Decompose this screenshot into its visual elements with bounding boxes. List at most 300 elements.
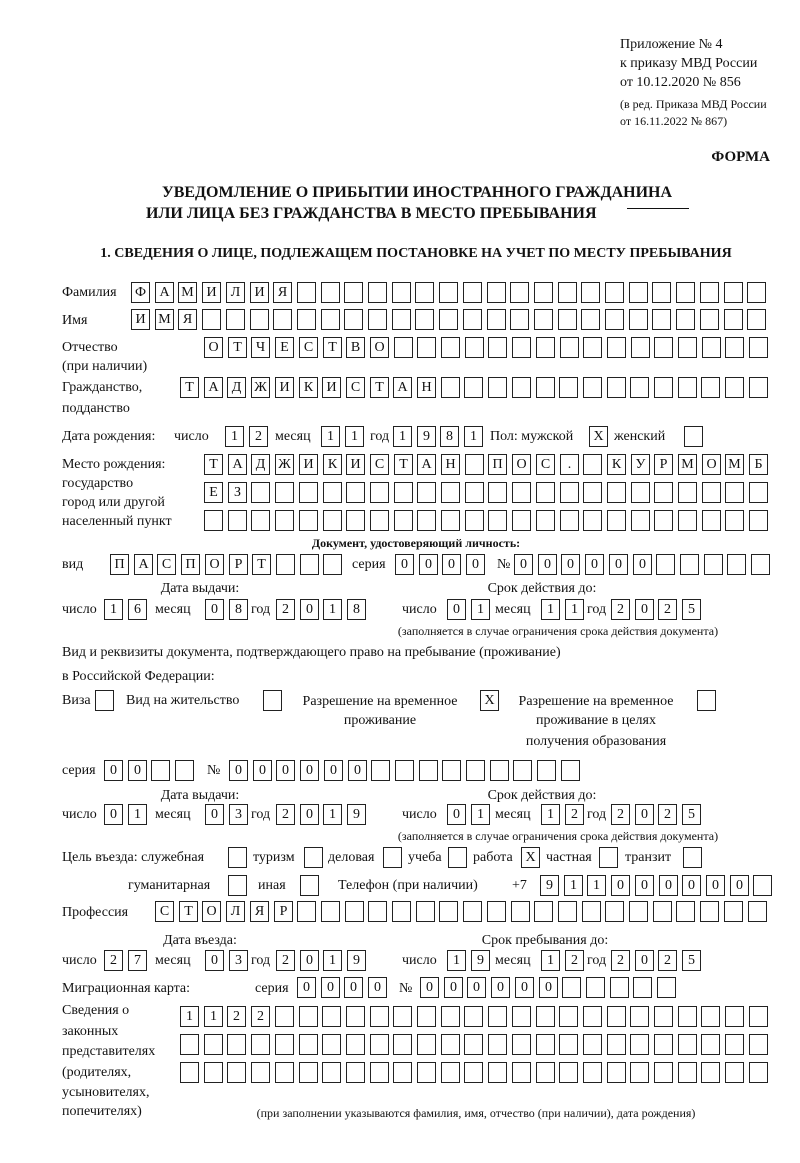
char-box-id-number[interactable]: 0 [561,554,580,575]
checkbox-temp-residence[interactable]: X [480,690,499,711]
char-box-citizenship[interactable] [654,377,673,398]
char-box-rep-row1[interactable]: 2 [251,1006,270,1027]
char-box-stay-until-day[interactable]: 1 [447,950,466,971]
char-box-rep-row1[interactable] [488,1006,507,1027]
char-box-birthplace-row2[interactable] [607,482,626,503]
char-box-name[interactable] [297,309,316,330]
char-box-surname[interactable] [321,282,340,303]
char-box-birthplace-row1[interactable]: Т [394,454,413,475]
char-box-birthplace-row3[interactable] [749,510,768,531]
checkbox-sex-female[interactable] [684,426,703,447]
char-box-name[interactable]: И [131,309,150,330]
char-box-id-kind[interactable]: Р [229,554,248,575]
char-box-mig-number[interactable]: 0 [444,977,463,998]
char-box-birthplace-row1[interactable]: К [607,454,626,475]
char-box-rep-row1[interactable] [583,1006,602,1027]
char-box-name[interactable] [581,309,600,330]
char-box-surname[interactable]: И [202,282,221,303]
char-box-citizenship[interactable]: Н [417,377,436,398]
char-box-id-issue-year[interactable]: 1 [323,599,342,620]
checkbox-residence-permit[interactable] [263,690,282,711]
char-box-birthplace-row3[interactable] [441,510,460,531]
char-box-rep-row1[interactable] [275,1006,294,1027]
char-box-name[interactable] [724,309,743,330]
char-box-id-number[interactable] [680,554,699,575]
char-box-rep-row2[interactable] [488,1034,507,1055]
char-box-surname[interactable] [510,282,529,303]
char-box-rep-row2[interactable] [227,1034,246,1055]
char-box-patronymic[interactable] [631,337,650,358]
char-box-profession[interactable] [700,901,719,922]
char-box-stay-series[interactable]: 0 [128,760,147,781]
char-box-profession[interactable]: Л [226,901,245,922]
char-box-rep-row2[interactable] [464,1034,483,1055]
char-box-surname[interactable] [629,282,648,303]
char-box-rep-row3[interactable] [227,1062,246,1083]
char-box-birthplace-row3[interactable] [323,510,342,531]
char-box-citizenship[interactable]: Т [370,377,389,398]
char-box-birth-year[interactable]: 9 [417,426,436,447]
char-box-birth-year[interactable]: 1 [393,426,412,447]
title-blank-line[interactable] [627,208,689,209]
char-box-birthplace-row3[interactable] [417,510,436,531]
char-box-profession[interactable] [653,901,672,922]
char-box-rep-row3[interactable] [583,1062,602,1083]
char-box-stay-issue-year[interactable]: 0 [300,804,319,825]
char-box-mig-number[interactable] [633,977,652,998]
char-box-stay-number[interactable]: 0 [300,760,319,781]
char-box-patronymic[interactable] [702,337,721,358]
char-box-rep-row1[interactable] [370,1006,389,1027]
char-box-surname[interactable]: А [155,282,174,303]
char-box-rep-row2[interactable] [583,1034,602,1055]
char-box-mig-number[interactable]: 0 [420,977,439,998]
char-box-stay-until-month[interactable]: 2 [565,950,584,971]
char-box-name[interactable] [487,309,506,330]
char-box-rep-row3[interactable] [393,1062,412,1083]
char-box-rep-row1[interactable]: 1 [180,1006,199,1027]
char-box-profession[interactable] [534,901,553,922]
char-box-birthplace-row2[interactable] [441,482,460,503]
char-box-citizenship[interactable] [488,377,507,398]
char-box-phone[interactable]: 0 [659,875,678,896]
char-box-id-kind[interactable]: О [205,554,224,575]
char-box-phone[interactable]: 9 [540,875,559,896]
char-box-birthplace-row1[interactable]: С [370,454,389,475]
char-box-profession[interactable] [582,901,601,922]
char-box-entry-day[interactable]: 2 [104,950,123,971]
char-box-id-kind[interactable] [323,554,342,575]
char-box-patronymic[interactable]: Ч [251,337,270,358]
char-box-patronymic[interactable]: О [204,337,223,358]
char-box-rep-row1[interactable] [630,1006,649,1027]
char-box-mig-series[interactable]: 0 [368,977,387,998]
char-box-rep-row3[interactable] [275,1062,294,1083]
char-box-birthplace-row1[interactable]: С [536,454,555,475]
char-box-rep-row3[interactable] [701,1062,720,1083]
char-box-entry-year[interactable]: 2 [276,950,295,971]
char-box-profession[interactable] [368,901,387,922]
char-box-profession[interactable]: Я [250,901,269,922]
char-box-stay-issue-year[interactable]: 9 [347,804,366,825]
char-box-id-kind[interactable]: П [181,554,200,575]
char-box-birthplace-row2[interactable] [417,482,436,503]
char-box-name[interactable] [676,309,695,330]
char-box-rep-row2[interactable] [536,1034,555,1055]
char-box-entry-year[interactable]: 9 [347,950,366,971]
char-box-stay-number[interactable]: 0 [253,760,272,781]
char-box-birthplace-row1[interactable]: И [346,454,365,475]
char-box-id-number[interactable]: 0 [633,554,652,575]
char-box-rep-row1[interactable] [322,1006,341,1027]
char-box-birthplace-row1[interactable]: И [299,454,318,475]
char-box-entry-month[interactable]: 0 [205,950,224,971]
char-box-patronymic[interactable] [488,337,507,358]
char-box-citizenship[interactable]: Д [227,377,246,398]
char-box-birthplace-row3[interactable] [631,510,650,531]
char-box-rep-row1[interactable]: 2 [227,1006,246,1027]
char-box-profession[interactable]: О [202,901,221,922]
char-box-stay-issue-year[interactable]: 2 [276,804,295,825]
char-box-citizenship[interactable]: Т [180,377,199,398]
char-box-surname[interactable] [439,282,458,303]
char-box-birthplace-row2[interactable] [394,482,413,503]
char-box-id-valid-year[interactable]: 2 [658,599,677,620]
char-box-id-valid-month[interactable]: 1 [565,599,584,620]
char-box-stay-valid-day[interactable]: 1 [471,804,490,825]
char-box-mig-series[interactable]: 0 [344,977,363,998]
checkbox-purpose-study[interactable] [448,847,467,868]
char-box-stay-until-year[interactable]: 2 [658,950,677,971]
char-box-profession[interactable]: С [155,901,174,922]
char-box-stay-until-month[interactable]: 1 [541,950,560,971]
char-box-birthplace-row1[interactable]: . [560,454,579,475]
char-box-name[interactable] [368,309,387,330]
char-box-rep-row2[interactable] [322,1034,341,1055]
char-box-birthplace-row1[interactable] [583,454,602,475]
char-box-name[interactable] [558,309,577,330]
char-box-phone[interactable]: 0 [635,875,654,896]
char-box-citizenship[interactable]: К [299,377,318,398]
char-box-rep-row2[interactable] [275,1034,294,1055]
char-box-birthplace-row1[interactable]: А [228,454,247,475]
char-box-birthplace-row1[interactable]: К [323,454,342,475]
char-box-birth-month[interactable]: 1 [321,426,340,447]
char-box-patronymic[interactable] [749,337,768,358]
char-box-birthplace-row2[interactable] [560,482,579,503]
char-box-id-issue-year[interactable]: 0 [300,599,319,620]
char-box-stay-number[interactable] [561,760,580,781]
char-box-stay-number[interactable] [513,760,532,781]
char-box-profession[interactable] [748,901,767,922]
char-box-phone[interactable]: 0 [706,875,725,896]
char-box-citizenship[interactable] [630,377,649,398]
char-box-patronymic[interactable] [512,337,531,358]
char-box-id-valid-year[interactable]: 2 [611,599,630,620]
char-box-birthplace-row3[interactable] [488,510,507,531]
char-box-stay-number[interactable] [442,760,461,781]
char-box-id-issue-month[interactable]: 0 [205,599,224,620]
char-box-rep-row3[interactable] [536,1062,555,1083]
char-box-rep-row1[interactable] [654,1006,673,1027]
char-box-birthplace-row1[interactable]: М [725,454,744,475]
char-box-birth-day[interactable]: 2 [249,426,268,447]
char-box-stay-number[interactable] [490,760,509,781]
char-box-profession[interactable] [605,901,624,922]
char-box-stay-until-day[interactable]: 9 [471,950,490,971]
checkbox-purpose-business[interactable] [383,847,402,868]
char-box-birthplace-row1[interactable]: М [678,454,697,475]
char-box-birthplace-row3[interactable] [560,510,579,531]
char-box-mig-series[interactable]: 0 [297,977,316,998]
char-box-patronymic[interactable] [583,337,602,358]
char-box-name[interactable] [510,309,529,330]
char-box-stay-until-year[interactable]: 0 [635,950,654,971]
char-box-surname[interactable] [652,282,671,303]
char-box-surname[interactable] [605,282,624,303]
char-box-birthplace-row2[interactable] [631,482,650,503]
char-box-entry-year[interactable]: 0 [300,950,319,971]
char-box-patronymic[interactable] [725,337,744,358]
char-box-patronymic[interactable] [441,337,460,358]
char-box-patronymic[interactable] [394,337,413,358]
char-box-patronymic[interactable] [654,337,673,358]
char-box-stay-number[interactable] [371,760,390,781]
char-box-patronymic[interactable]: Т [323,337,342,358]
char-box-rep-row3[interactable] [251,1062,270,1083]
char-box-name[interactable] [605,309,624,330]
char-box-name[interactable] [652,309,671,330]
char-box-citizenship[interactable] [559,377,578,398]
char-box-profession[interactable] [558,901,577,922]
char-box-id-kind[interactable] [300,554,319,575]
char-box-id-issue-day[interactable]: 1 [104,599,123,620]
char-box-rep-row2[interactable] [417,1034,436,1055]
char-box-birthplace-row2[interactable] [702,482,721,503]
char-box-id-number[interactable] [751,554,770,575]
char-box-name[interactable] [392,309,411,330]
char-box-profession[interactable] [439,901,458,922]
char-box-profession[interactable] [345,901,364,922]
char-box-surname[interactable] [581,282,600,303]
char-box-phone[interactable]: 1 [587,875,606,896]
char-box-mig-number[interactable] [657,977,676,998]
char-box-birth-month[interactable]: 1 [345,426,364,447]
char-box-birthplace-row2[interactable] [654,482,673,503]
char-box-birthplace-row3[interactable] [394,510,413,531]
char-box-name[interactable] [226,309,245,330]
char-box-birthplace-row2[interactable] [251,482,270,503]
char-box-birthplace-row2[interactable] [465,482,484,503]
char-box-phone[interactable]: 0 [730,875,749,896]
char-box-rep-row1[interactable] [417,1006,436,1027]
char-box-rep-row1[interactable] [678,1006,697,1027]
char-box-phone[interactable]: 1 [564,875,583,896]
char-box-birthplace-row3[interactable] [299,510,318,531]
char-box-stay-number[interactable] [466,760,485,781]
char-box-rep-row1[interactable] [512,1006,531,1027]
char-box-patronymic[interactable]: Е [275,337,294,358]
char-box-rep-row1[interactable] [536,1006,555,1027]
char-box-rep-row1[interactable] [701,1006,720,1027]
char-box-birthplace-row3[interactable] [275,510,294,531]
char-box-rep-row3[interactable] [322,1062,341,1083]
char-box-stay-series[interactable]: 0 [104,760,123,781]
char-box-surname[interactable] [463,282,482,303]
char-box-name[interactable] [344,309,363,330]
char-box-name[interactable] [202,309,221,330]
char-box-citizenship[interactable] [464,377,483,398]
char-box-citizenship[interactable]: Ж [251,377,270,398]
char-box-surname[interactable]: И [250,282,269,303]
char-box-id-issue-year[interactable]: 8 [347,599,366,620]
char-box-birthplace-row3[interactable] [607,510,626,531]
char-box-rep-row3[interactable] [464,1062,483,1083]
char-box-id-series[interactable]: 0 [395,554,414,575]
char-box-id-kind[interactable]: А [134,554,153,575]
char-box-birthplace-row3[interactable] [370,510,389,531]
char-box-id-issue-day[interactable]: 6 [128,599,147,620]
char-box-birthplace-row1[interactable]: У [631,454,650,475]
char-box-rep-row2[interactable] [180,1034,199,1055]
char-box-birthplace-row1[interactable] [465,454,484,475]
char-box-stay-series[interactable] [151,760,170,781]
char-box-profession[interactable] [676,901,695,922]
char-box-mig-number[interactable]: 0 [515,977,534,998]
char-box-birthplace-row3[interactable] [678,510,697,531]
char-box-rep-row2[interactable] [441,1034,460,1055]
char-box-id-valid-year[interactable]: 5 [682,599,701,620]
char-box-rep-row1[interactable] [725,1006,744,1027]
char-box-stay-number[interactable] [395,760,414,781]
char-box-birthplace-row1[interactable]: Д [251,454,270,475]
char-box-mig-number[interactable]: 0 [539,977,558,998]
char-box-birthplace-row2[interactable] [536,482,555,503]
char-box-profession[interactable] [321,901,340,922]
char-box-rep-row2[interactable] [678,1034,697,1055]
char-box-surname[interactable]: Л [226,282,245,303]
char-box-id-number[interactable] [727,554,746,575]
char-box-rep-row2[interactable] [701,1034,720,1055]
char-box-birthplace-row2[interactable]: З [228,482,247,503]
char-box-rep-row3[interactable] [370,1062,389,1083]
char-box-birthplace-row3[interactable] [228,510,247,531]
char-box-mig-number[interactable]: 0 [491,977,510,998]
char-box-id-valid-year[interactable]: 0 [635,599,654,620]
char-box-id-series[interactable]: 0 [419,554,438,575]
char-box-citizenship[interactable] [749,377,768,398]
char-box-id-number[interactable]: 0 [538,554,557,575]
char-box-rep-row2[interactable] [749,1034,768,1055]
char-box-citizenship[interactable]: С [346,377,365,398]
char-box-surname[interactable] [534,282,553,303]
char-box-rep-row3[interactable] [749,1062,768,1083]
char-box-birthplace-row1[interactable]: О [702,454,721,475]
char-box-citizenship[interactable] [441,377,460,398]
char-box-name[interactable] [273,309,292,330]
char-box-profession[interactable]: Р [274,901,293,922]
char-box-phone[interactable]: 0 [682,875,701,896]
char-box-citizenship[interactable]: А [204,377,223,398]
char-box-citizenship[interactable] [725,377,744,398]
char-box-profession[interactable] [511,901,530,922]
char-box-patronymic[interactable]: О [370,337,389,358]
char-box-birthplace-row3[interactable] [583,510,602,531]
char-box-rep-row3[interactable] [441,1062,460,1083]
char-box-birthplace-row2[interactable] [299,482,318,503]
char-box-birthplace-row3[interactable] [654,510,673,531]
char-box-rep-row1[interactable] [559,1006,578,1027]
char-box-profession[interactable] [487,901,506,922]
checkbox-purpose-work[interactable]: X [521,847,540,868]
char-box-birthplace-row3[interactable] [536,510,555,531]
char-box-id-number[interactable]: 0 [609,554,628,575]
char-box-name[interactable] [463,309,482,330]
char-box-name[interactable] [534,309,553,330]
char-box-birthplace-row1[interactable]: Т [204,454,223,475]
checkbox-temp-residence-edu[interactable] [697,690,716,711]
char-box-profession[interactable] [392,901,411,922]
char-box-stay-valid-day[interactable]: 0 [447,804,466,825]
char-box-name[interactable] [700,309,719,330]
char-box-rep-row2[interactable] [370,1034,389,1055]
char-box-surname[interactable]: Ф [131,282,150,303]
char-box-surname[interactable] [297,282,316,303]
char-box-rep-row3[interactable] [725,1062,744,1083]
char-box-stay-until-year[interactable]: 5 [682,950,701,971]
char-box-birth-year[interactable]: 1 [464,426,483,447]
char-box-name[interactable] [250,309,269,330]
char-box-rep-row1[interactable] [346,1006,365,1027]
char-box-surname[interactable] [344,282,363,303]
char-box-surname[interactable] [558,282,577,303]
char-box-birth-year[interactable]: 8 [440,426,459,447]
char-box-rep-row3[interactable] [512,1062,531,1083]
char-box-birthplace-row1[interactable]: А [417,454,436,475]
char-box-rep-row1[interactable] [393,1006,412,1027]
char-box-profession[interactable] [297,901,316,922]
char-box-id-valid-day[interactable]: 0 [447,599,466,620]
char-box-stay-valid-year[interactable]: 2 [611,804,630,825]
char-box-birthplace-row2[interactable] [346,482,365,503]
char-box-patronymic[interactable]: В [346,337,365,358]
checkbox-sex-male[interactable]: X [589,426,608,447]
char-box-birthplace-row2[interactable] [323,482,342,503]
char-box-profession[interactable]: Т [179,901,198,922]
char-box-rep-row1[interactable] [464,1006,483,1027]
char-box-citizenship[interactable] [583,377,602,398]
char-box-id-kind[interactable]: С [157,554,176,575]
char-box-patronymic[interactable] [607,337,626,358]
char-box-citizenship[interactable] [512,377,531,398]
char-box-id-series[interactable]: 0 [442,554,461,575]
char-box-rep-row3[interactable] [180,1062,199,1083]
char-box-birthplace-row2[interactable] [725,482,744,503]
char-box-rep-row2[interactable] [630,1034,649,1055]
char-box-id-kind[interactable]: Т [252,554,271,575]
char-box-rep-row3[interactable] [678,1062,697,1083]
char-box-patronymic[interactable] [678,337,697,358]
char-box-id-kind[interactable]: П [110,554,129,575]
char-box-birthplace-row3[interactable] [251,510,270,531]
char-box-rep-row3[interactable] [607,1062,626,1083]
char-box-rep-row1[interactable] [749,1006,768,1027]
char-box-birthplace-row2[interactable] [370,482,389,503]
char-box-birthplace-row2[interactable]: Е [204,482,223,503]
char-box-surname[interactable] [700,282,719,303]
char-box-birthplace-row2[interactable] [583,482,602,503]
checkbox-purpose-transit[interactable] [683,847,702,868]
